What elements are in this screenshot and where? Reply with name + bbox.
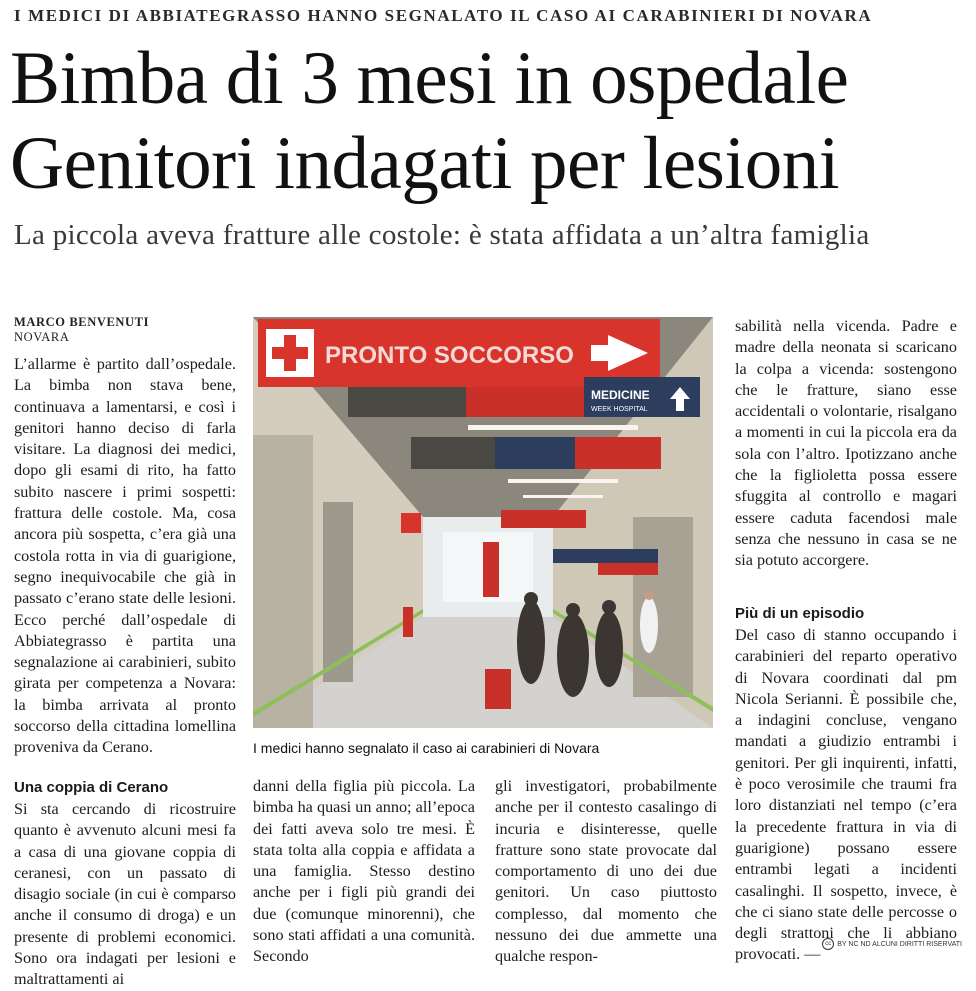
section-heading: Una coppia di Cerano [14,779,169,796]
column-3 [495,776,717,968]
hospital-corridor-photo [253,317,713,728]
photo-caption: I medici hanno segnalato il caso ai carabinieri di Novara [253,740,600,756]
sign-medicine-text: MEDICINE [591,388,650,402]
body-paragraph: gli investigatori, probabilmente anche per il contesto casalingo di incuria e disinteresse, quelle fratture sono state provocate dal comportamento di uno dei due genitori. Un caso piuttosto complesso, dal momento che nessuno dei due ammette una qualche respon- [495,777,717,966]
column-4 [735,316,957,572]
column-4-section [735,604,957,966]
body-paragraph: Del caso di stanno occupando i carabinieri del reparto operativo di Novara coordinati dal pm Nicola Serianni. È possibile che, a indagini concluse, vengano mandati a giudizio entrambi i genitori. Per gli inquirenti, infatti, è poco verosimile che traumi fra loro distanziati nel tempo (c’era la precedente frattura in via di guarigione) possano essere entrambi legati a incidenti casalinghi. Il sospetto, invece, è che ci siano state delle percosse o degli strattoni che li abbiano provocati. — [735,626,957,964]
subheadline: La piccola aveva fratture alle costole: è stata affidata a un’altra famiglia [14,219,870,251]
headline-line-1: Bimba di 3 mesi in ospedale [10,37,849,120]
headline-line-2: Genitori indagati per lesioni [10,122,840,205]
creative-commons-icon: cc [822,938,834,950]
dateline-location: NOVARA [14,330,70,344]
body-paragraph: L’allarme è partito dall’ospedale. La bimba non stava bene, continuava a lamentarsi, e così i genitori hanno deciso di farla visitare. La diagnosi dei medici, dopo gli esami di rito, ha fatto subito nascere i primi sospetti: frattura delle costole. Ma, cosa ancora più sospetta, c’era già una costola rotta in via di guarigione, segno inequivocabile che già in passato c’erano state delle lesioni. Ecco perché dall’ospedale di Abbiategrasso è partita una segnalazione ai carabinieri, subito girata per competenza a Novara: la bimba arrivata al pronto soccorso della cittadina lomellina proveniva da Cerano. [14,355,236,757]
headline [10,36,970,206]
column-1 [14,354,236,759]
copyright-notice [822,938,962,950]
column-1-section [14,778,236,991]
body-paragraph: sabilità nella vicenda. Padre e madre della neonata si scaricano la colpa a vicenda: sostengono che le fratture, siano esse accidentali o volontarie, risalgano a momenti in cui la piccola era da sola con l’altro. Ipotizzano anche che la figlioletta possa essere sfuggita al controllo e magari essere caduta facendosi male senza che nessuno in casa se ne sia potuto accorgere. [735,317,957,570]
sign-week-hospital-text: WEEK HOSPITAL [591,406,648,413]
author-byline: MARCO BENVENUTI [14,315,150,329]
body-paragraph: Si sta cercando di ricostruire quanto è avvenuto alcuni mesi fa a casa di una giovane coppia di ceranesi, con un passato di disagio sociale (in cui è comparso anche il consumo di droga) e un presente di problemi economici. Sono ora indagati per lesioni e maltrattamenti ai [14,800,236,989]
column-2 [253,776,475,968]
section-heading: Più di un episodio [735,605,865,622]
kicker: I MEDICI DI ABBIATEGRASSO HANNO SEGNALATO IL CASO AI CARABINIERI DI NOVARA [14,6,873,25]
copyright-text: BY NC ND ALCUNI DIRITTI RISERVATI [837,940,962,948]
body-paragraph: danni della figlia più piccola. La bimba ha quasi un anno; all’epoca dei fatti aveva solo tre mesi. È stata tolta alla coppia e affidata a una famiglia. Stesso destino anche per i figli più grandi dei due (comunque minorenni), che sono stati affidati a una comunità. Secondo [253,777,475,966]
sign-main-text: PRONTO SOCCORSO [325,342,574,369]
